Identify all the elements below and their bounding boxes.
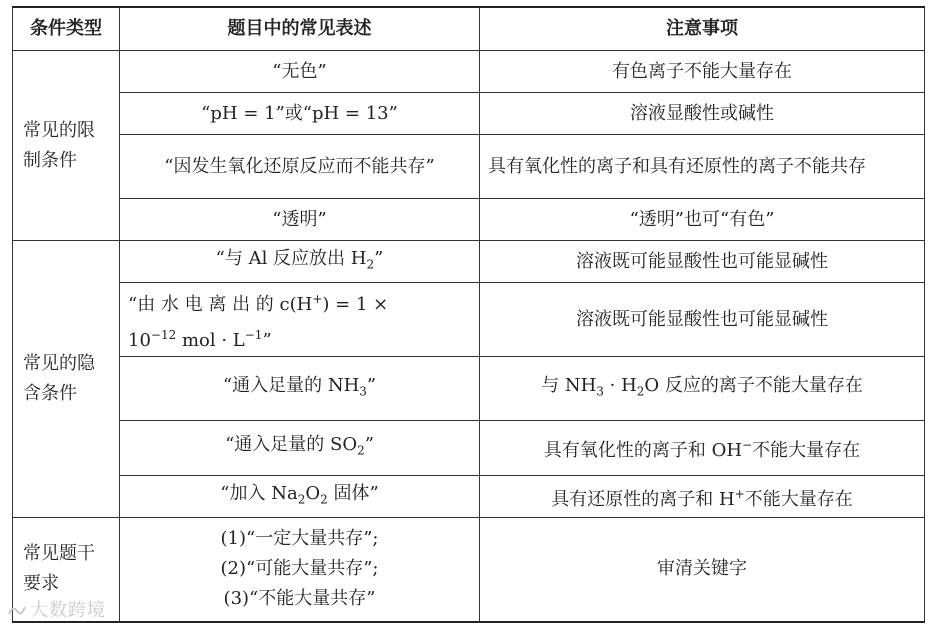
watermark-text: 大数跨境 <box>30 600 106 621</box>
note-text: O 反应的离子不能大量存在 <box>644 374 863 396</box>
table-row <box>13 135 925 199</box>
header-condition-type: 条件类型 <box>13 7 120 51</box>
expression-cell <box>120 241 480 283</box>
note-text: 具有氧化性的离子和 OH <box>543 440 743 461</box>
table-row <box>13 421 925 476</box>
expr-text: 固体” <box>327 482 379 504</box>
expression-cell <box>120 476 480 518</box>
expression-cell <box>120 421 480 476</box>
subscript: 3 <box>596 384 604 399</box>
superscript: −1 <box>244 327 263 342</box>
expression-cell <box>120 518 480 622</box>
table-row <box>13 283 925 357</box>
table-row <box>13 357 925 421</box>
watermark <box>8 596 106 622</box>
subscript: 2 <box>320 492 328 507</box>
header-common-expression: 题目中的常见表述 <box>120 7 480 51</box>
expr-text: “通入足量的 SO <box>225 434 358 456</box>
note-cell: 溶液显酸性或碱性 <box>480 93 925 135</box>
table-row <box>13 51 925 93</box>
expr-text: “由 水 电 离 出 的 c(H <box>128 293 313 315</box>
expression-cell: “pH = 1”或“pH = 13” <box>120 93 480 135</box>
ion-coexistence-table <box>12 6 925 623</box>
table-row <box>13 199 925 241</box>
condition-type-cell: 常见题干要求 <box>13 518 120 622</box>
expression-cell <box>120 283 480 357</box>
subscript: 2 <box>636 384 645 399</box>
note-cell <box>480 357 925 421</box>
note-cell: 溶液既可能显酸性也可能显碱性 <box>480 283 925 357</box>
expr-text: ” <box>262 329 272 351</box>
subscript: 2 <box>297 492 306 507</box>
superscript: − <box>742 438 753 452</box>
expr-text: ” <box>374 247 384 269</box>
note-cell: “透明”也可“有色” <box>480 199 925 241</box>
requirement-line: (2)“可能大量共存”; <box>220 558 379 580</box>
expression-cell: “透明” <box>120 199 480 241</box>
expr-text: “与 Al 反应放出 H <box>215 247 367 269</box>
note-cell <box>480 421 925 476</box>
header-notes: 注意事项 <box>480 7 925 51</box>
note-cell: 有色离子不能大量存在 <box>480 51 925 93</box>
note-text: 与 NH <box>541 374 597 396</box>
note-cell: 具有氧化性的离子和具有还原性的离子不能共存 <box>480 135 925 199</box>
table-row <box>13 241 925 283</box>
superscript: + <box>312 291 323 306</box>
table-row <box>13 518 925 622</box>
expr-text: “通入足量的 NH <box>222 374 360 396</box>
note-text: · H <box>603 374 637 396</box>
expr-text: mol · L <box>176 329 245 351</box>
header-row <box>13 7 925 51</box>
expr-text: ) = 1 × <box>322 293 389 315</box>
table-row <box>13 93 925 135</box>
expr-text: ” <box>366 374 377 396</box>
condition-type-cell: 常见的限制条件 <box>13 51 120 241</box>
requirement-line: (1)“一定大量共存”; <box>220 528 379 550</box>
table-row <box>13 476 925 518</box>
note-text: 不能大量存在 <box>752 440 861 461</box>
expr-text: ” <box>364 434 374 456</box>
superscript: + <box>734 486 745 501</box>
subscript: 3 <box>359 384 367 399</box>
note-text: 不能大量存在 <box>744 488 853 510</box>
note-text: 具有还原性的离子和 H <box>551 488 735 510</box>
superscript: −12 <box>150 327 177 342</box>
note-cell <box>480 476 925 518</box>
subscript: 2 <box>366 257 375 272</box>
condition-type-cell: 常见的隐含条件 <box>13 241 120 518</box>
expr-text: 10 <box>128 329 151 351</box>
note-cell: 审清关键字 <box>480 518 925 622</box>
subscript: 2 <box>357 443 365 458</box>
expression-cell: “无色” <box>120 51 480 93</box>
expression-cell <box>120 357 480 421</box>
note-cell: 溶液既可能显酸性也可能显碱性 <box>480 241 925 283</box>
expression-cell: “因发生氧化还原反应而不能共存” <box>120 135 480 199</box>
requirement-line: (3)“不能大量共存” <box>223 588 376 610</box>
expr-text: “加入 Na <box>220 482 298 504</box>
expr-text: O <box>305 482 321 504</box>
watermark-logo-icon <box>8 604 26 618</box>
